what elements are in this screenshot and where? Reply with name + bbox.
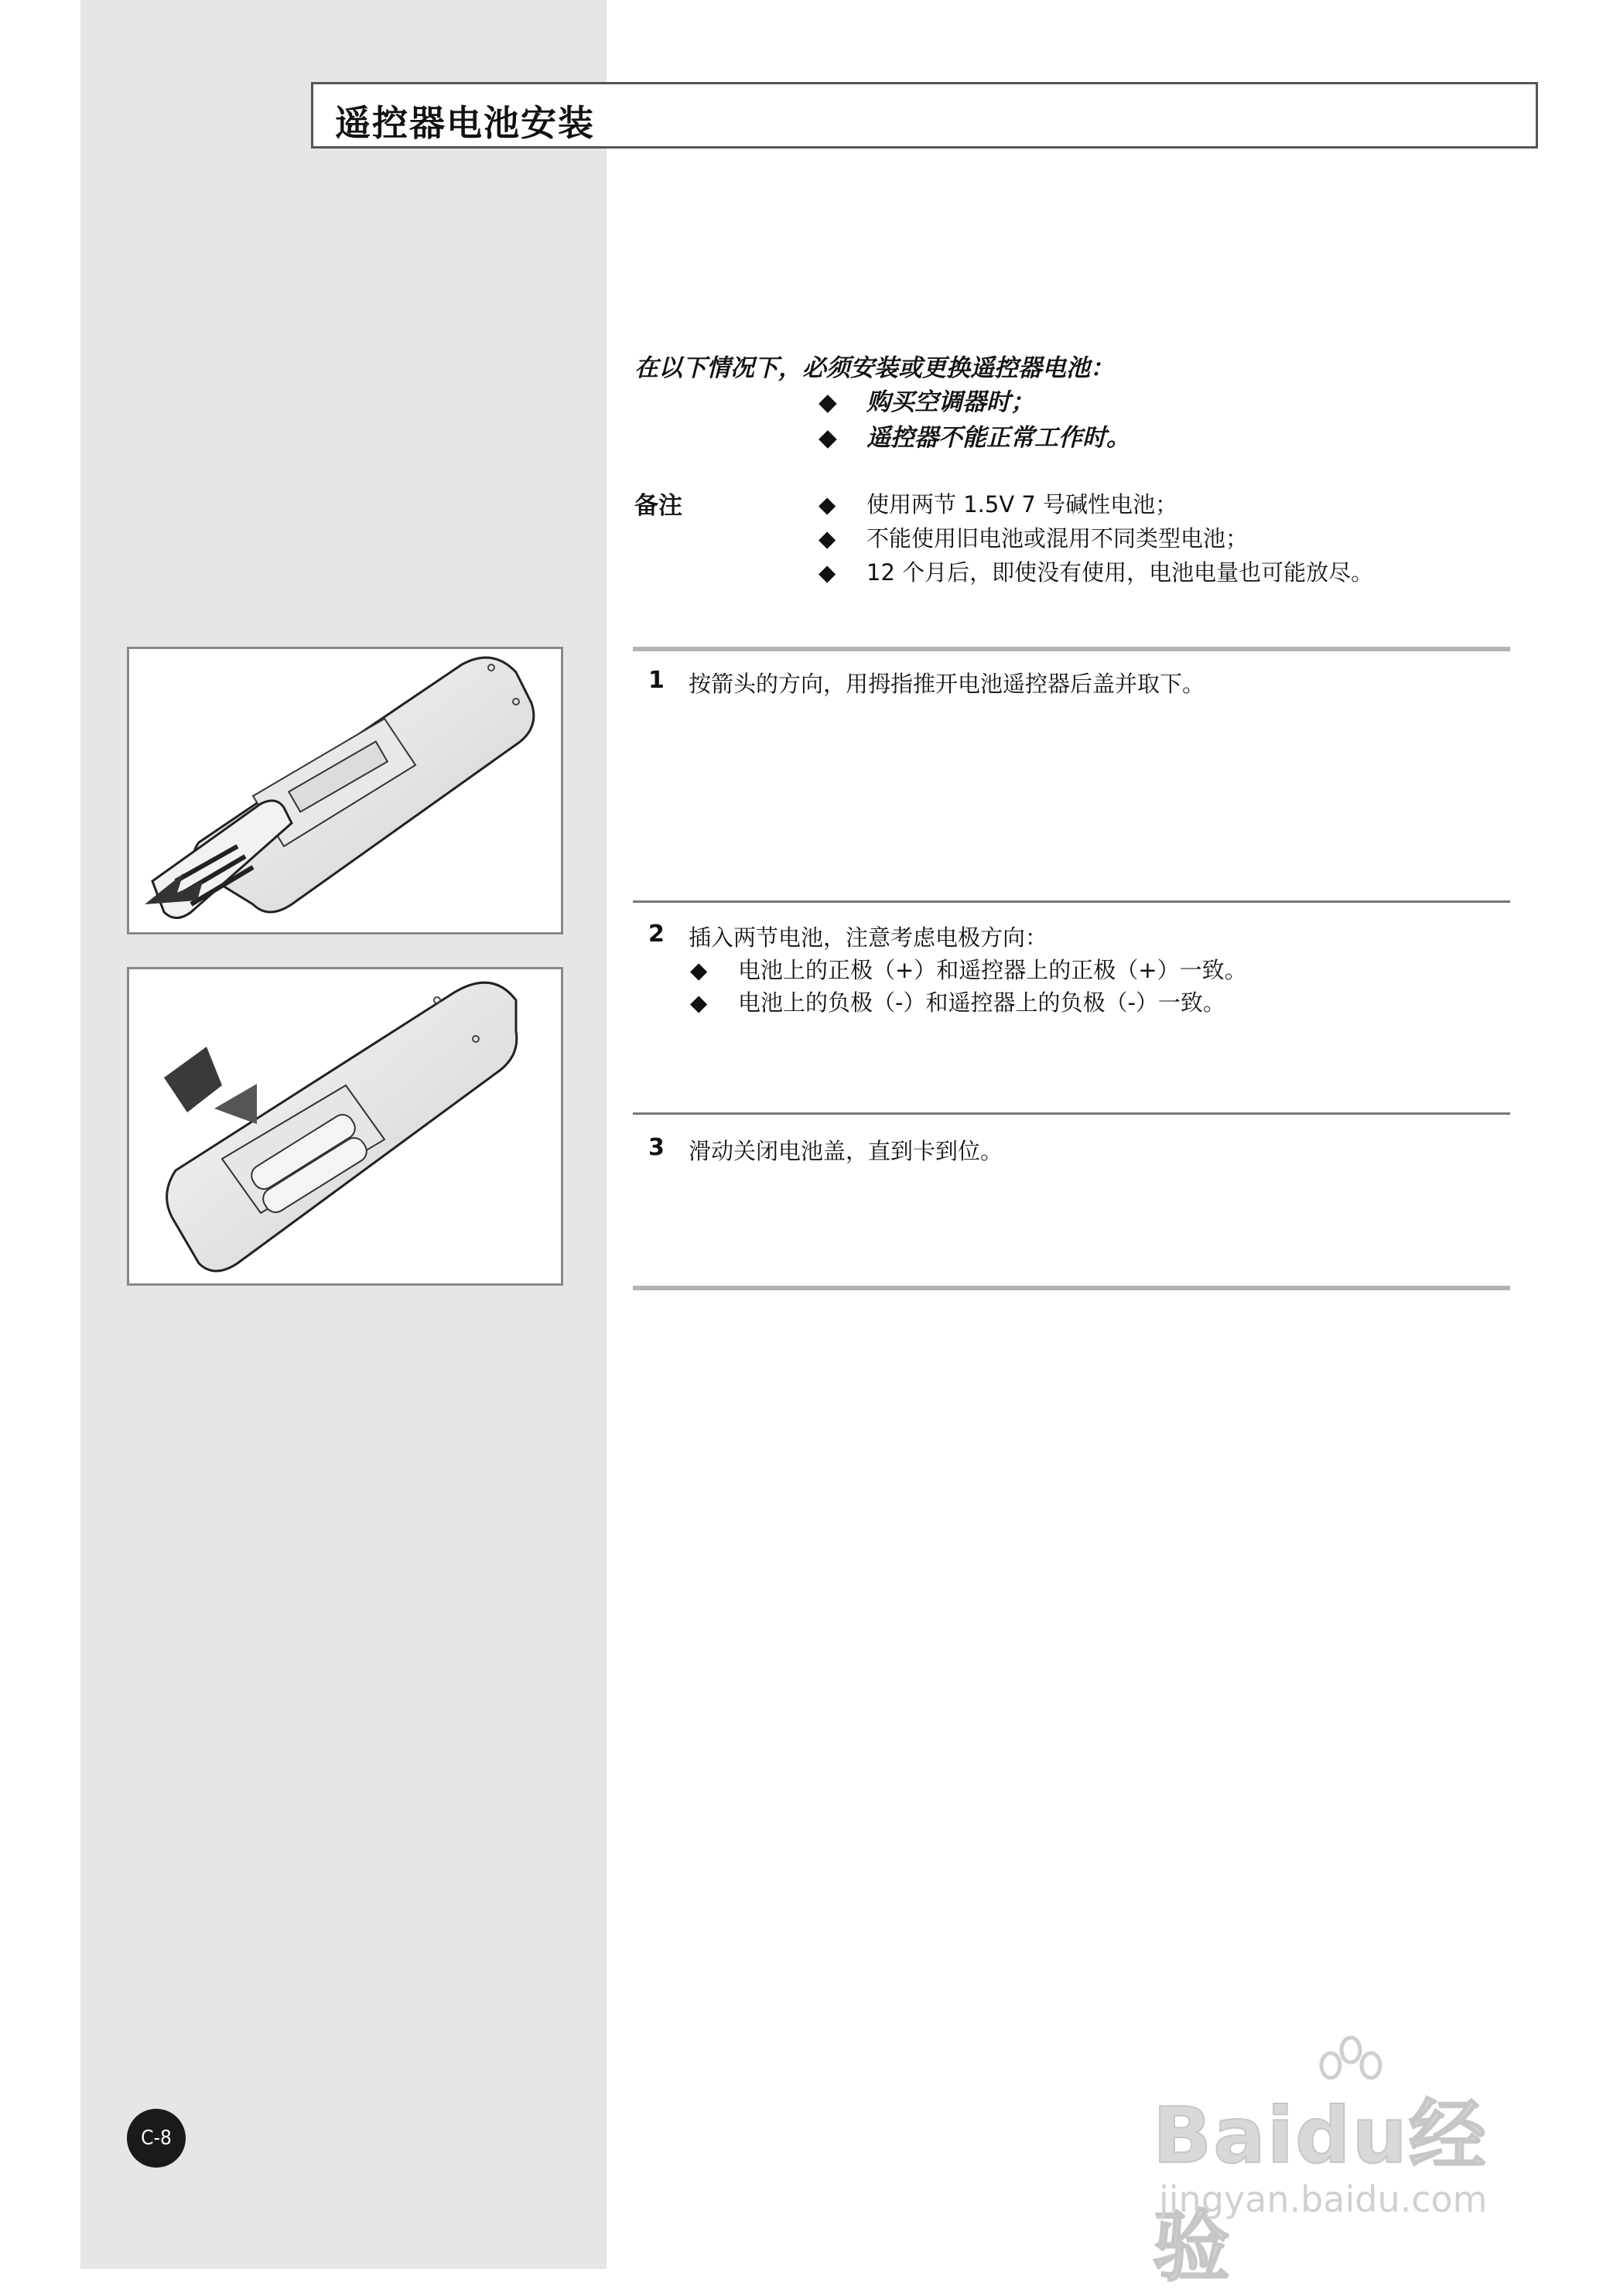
title-box	[311, 82, 1538, 149]
section-divider	[633, 647, 1510, 651]
remote-battery-insert-illustration	[129, 969, 561, 1283]
diamond-bullet-icon: ◆	[819, 559, 836, 586]
notes-label: 备注	[634, 492, 682, 520]
watermark-url: jingyan.baidu.com	[1159, 2178, 1488, 2220]
step-divider	[633, 1112, 1510, 1115]
step-sub-item: ◆ 电池上的正极（+）和遥控器上的正极（+）一致。	[690, 957, 1247, 983]
figure-remove-cover	[127, 647, 563, 934]
step-number: 3	[648, 1134, 665, 1161]
step-text: 按箭头的方向，用拇指推开电池遥控器后盖并取下。	[689, 671, 1205, 697]
intro-section	[634, 348, 1130, 452]
step-text: 滑动关闭电池盖，直到卡到位。	[689, 1138, 1003, 1164]
diamond-bullet-icon: ◆	[690, 957, 708, 983]
diamond-bullet-icon: ◆	[690, 989, 708, 1016]
step-sub-item: ◆ 电池上的负极（-）和遥控器上的负极（-）一致。	[690, 989, 1225, 1016]
page-number-badge: C-8	[127, 2109, 186, 2168]
remote-cover-removal-illustration	[129, 649, 561, 932]
watermark-brand: Baidu经验	[1153, 2090, 1488, 2292]
intro-bullet: ◆ 购买空调器时；	[819, 388, 1034, 416]
diamond-bullet-icon: ◆	[819, 388, 837, 416]
intro-lead: 在以下情况下，必须安装或更换遥控器电池：	[634, 354, 1114, 382]
diamond-bullet-icon: ◆	[819, 424, 837, 452]
intro-bullet: ◆ 遥控器不能正常工作时。	[819, 424, 1130, 452]
baidu-watermark	[1153, 2027, 1524, 2292]
note-item: ◆ 使用两节 1.5V 7 号碱性电池；	[819, 491, 1178, 518]
diamond-bullet-icon: ◆	[819, 491, 836, 518]
page-title: 遥控器电池安装	[335, 102, 595, 144]
figure-insert-batteries	[127, 967, 563, 1286]
step-number: 1	[648, 667, 665, 694]
note-item: ◆ 12 个月后，即使没有使用，电池电量也可能放尽。	[819, 559, 1374, 586]
step-text: 插入两节电池，注意考虑电极方向：	[689, 924, 1048, 951]
note-item: ◆ 不能使用旧电池或混用不同类型电池；	[819, 525, 1249, 552]
diamond-bullet-icon: ◆	[819, 525, 836, 552]
step-divider	[633, 900, 1510, 903]
section-divider	[633, 1286, 1510, 1290]
step-number: 2	[648, 921, 665, 948]
